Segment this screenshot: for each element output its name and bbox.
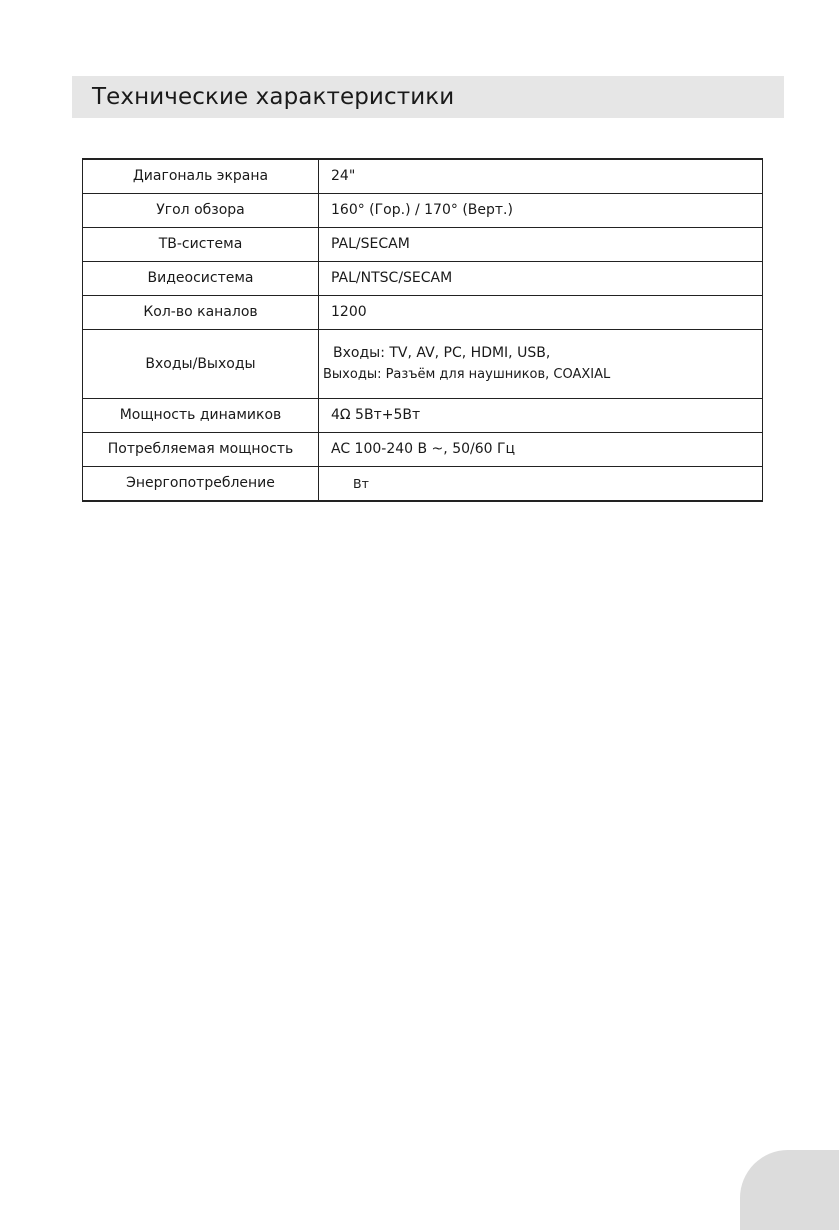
spec-value-io [319,330,763,399]
spec-value-power-consumption: Вт [353,475,369,491]
spec-label-io: Входы/Выходы [83,330,319,399]
table-row [83,159,763,194]
section-header [72,76,784,118]
spec-label-video-system: Видеосистема [83,262,319,296]
spec-value-outputs: Выходы: Разъём для наушников, COAXIAL [323,367,611,382]
spec-value-inputs: Входы: TV, AV, PC, HDMI, USB, [333,345,551,361]
spec-label-tv-system: ТВ-система [83,228,319,262]
page-title: Технические характеристики [92,84,455,110]
specs-table [82,158,763,502]
table-row [83,228,763,262]
spec-value-tv-system: PAL/SECAM [319,228,763,262]
spec-value-power-consumption-cell [319,467,763,502]
table-row [83,467,763,502]
spec-value-video-system: PAL/NTSC/SECAM [319,262,763,296]
spec-value-speaker-power: 4Ω 5Вт+5Вт [319,399,763,433]
spec-label-power-consumption: Энергопотребление [83,467,319,502]
spec-label-power-supply: Потребляемая мощность [83,433,319,467]
spec-label-channels: Кол-во каналов [83,296,319,330]
spec-value-screen-diagonal: 24" [319,159,763,194]
table-row [83,296,763,330]
spec-value-power-supply: AC 100-240 В ~, 50/60 Гц [319,433,763,467]
spec-label-speaker-power: Мощность динамиков [83,399,319,433]
spec-value-viewing-angle: 160° (Гор.) / 170° (Верт.) [319,194,763,228]
table-row [83,330,763,399]
table-row [83,262,763,296]
spec-label-screen-diagonal: Диагональ экрана [83,159,319,194]
table-row [83,399,763,433]
spec-value-channels: 1200 [319,296,763,330]
table-row [83,194,763,228]
table-row [83,433,763,467]
spec-label-viewing-angle: Угол обзора [83,194,319,228]
page-number-tab [740,1150,839,1230]
